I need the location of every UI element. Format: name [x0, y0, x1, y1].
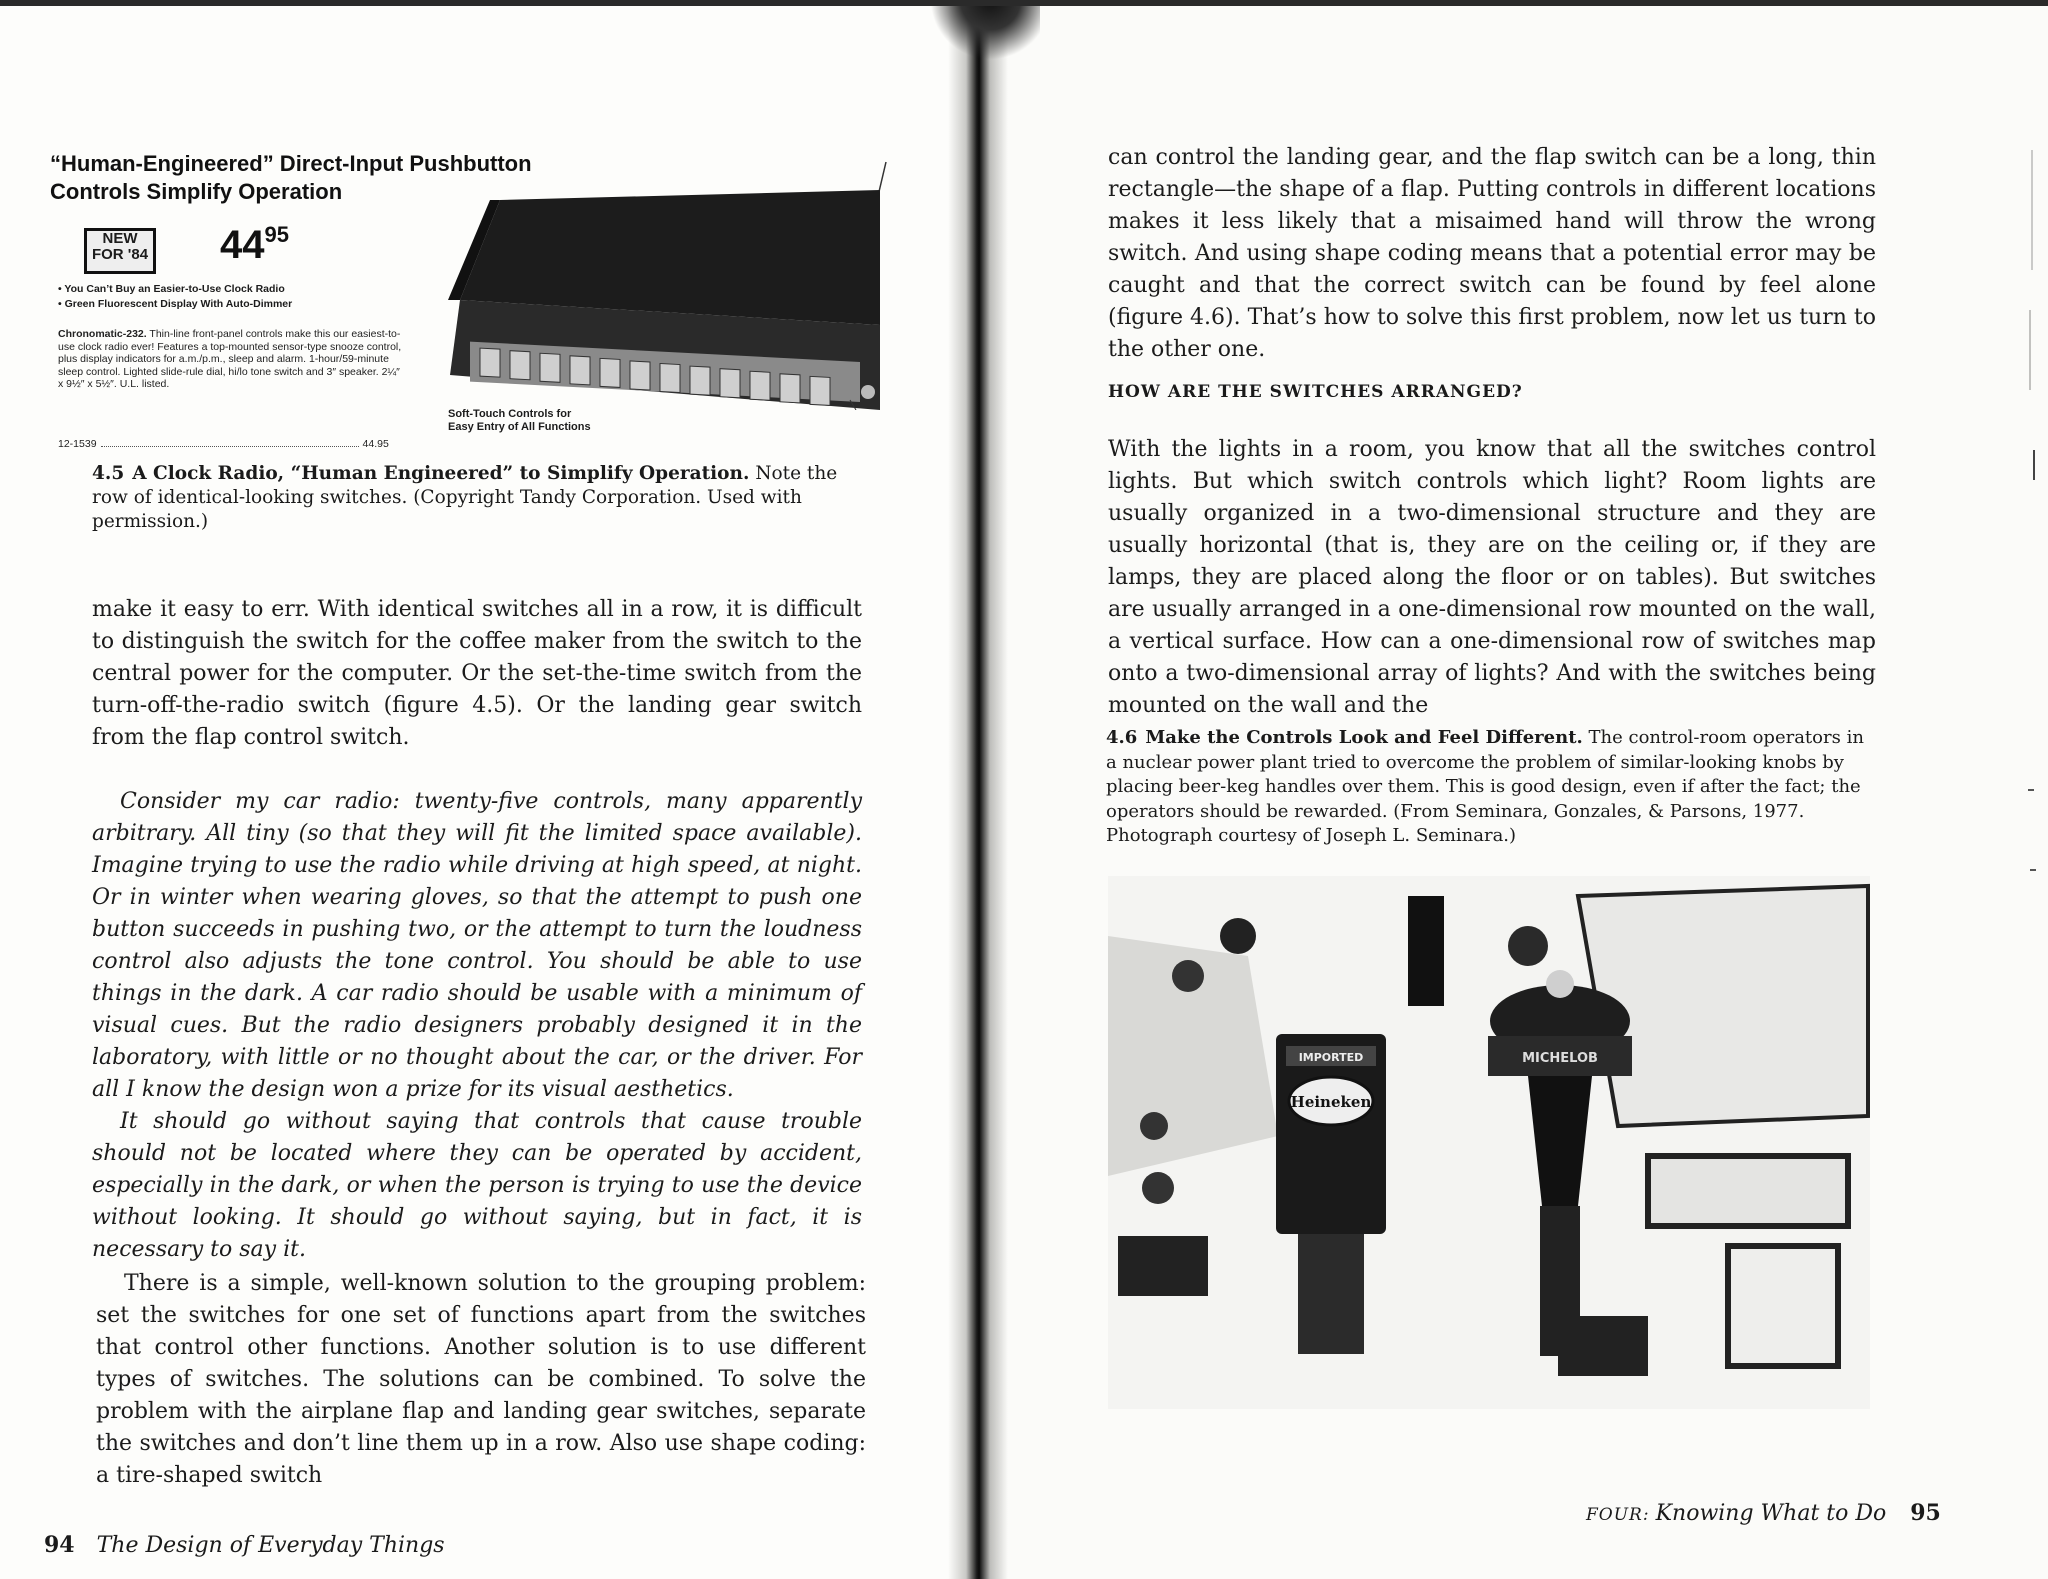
soft-touch-callout	[448, 408, 678, 434]
ad-sku-line	[58, 438, 403, 450]
radio-button	[660, 364, 680, 393]
tap-knob-cap	[1546, 970, 1574, 998]
soft-touch-line2: Easy Entry of All Functions	[448, 421, 591, 433]
radio-button	[600, 358, 620, 387]
switch-handle	[1408, 896, 1444, 1006]
figure-4-6-caption	[1106, 726, 1874, 849]
right-page-footer	[1586, 1500, 1941, 1526]
price-cents: 95	[264, 222, 289, 247]
caption-number: 4.6	[1106, 727, 1138, 748]
heineken-label: Heineken	[1290, 1093, 1372, 1111]
knob	[1220, 918, 1256, 954]
radio-button	[780, 374, 800, 403]
figure-4-5-caption	[92, 462, 862, 534]
italic-paragraph: Consider my car radio: twenty-five controls, many apparently arbitrary. All tiny (so that they will fit the limited space available). Imagine trying to use the radio while driving at high speed, at night. Or in winter when wearing gloves, so that the attempt to push one button succeeds in pushing two, or the attempt to turn the loudness control also adjusts the tone control. You should be able to use things in the dark. A car radio should be usable with a minimum of visual cues. But the radio designers probably designed it in the laboratory, with little or no thought about the car, or the driver. For all I know the design won a prize for its visual aesthetics.	[92, 789, 862, 1102]
caption-text: Note the row of identical-looking switches. (Copyright Tandy Corporation. Used with permission.)	[92, 463, 838, 532]
caption-title: Make the Controls Look and Feel Different.	[1145, 727, 1583, 748]
tap-base	[1298, 1234, 1364, 1354]
radio-button	[810, 376, 830, 405]
leader-dots	[101, 446, 359, 447]
book-gutter	[948, 0, 1008, 1579]
nameplate	[1118, 1236, 1208, 1296]
chapter-label: FOUR:	[1586, 1505, 1650, 1525]
body-paragraph: make it easy to err. With identical switches all in a row, it is difficult to distinguish the switch for the coffee maker from the switch to the central power for the computer. Or the set-the-time switch from the turn-off-the-radio switch (figure 4.5). Or the landing gear switch from the flap control switch.	[92, 597, 862, 750]
radio-button	[480, 348, 500, 377]
badge-line1: NEW	[102, 230, 138, 247]
running-head: The Design of Everyday Things	[96, 1533, 445, 1558]
clock-radio-advertisement	[50, 150, 870, 450]
radio-button	[720, 369, 740, 398]
panel-label-frame	[1728, 1246, 1838, 1366]
clock-radio-illustration	[440, 160, 920, 410]
ad-bullet: • Green Fluorescent Display With Auto-Dimmer	[58, 297, 478, 312]
ad-price	[220, 222, 289, 268]
ad-headline-line2: Controls Simplify Operation	[50, 179, 343, 204]
italic-paragraph: It should go without saying that controls that cause trouble should not be located where they can be operated by accident, especially in the dark, or when the person is trying to use the device without looking. It should go without saying, but in fact, it is necessary to say it.	[92, 1109, 862, 1262]
price-dollars: 44	[220, 223, 265, 267]
knob	[1172, 960, 1204, 992]
caption-title: A Clock Radio, “Human Engineered” to Simplify Operation.	[132, 463, 750, 484]
knob	[1508, 926, 1548, 966]
badge-line2: FOR '84	[91, 246, 149, 263]
ad-sku: 12-1539	[58, 438, 97, 450]
caption-text: The control-room operators in a nuclear power plant tried to overcome the problem of similar-looking knobs by placing beer-keg handles over them. This is good design, even if after the fact; the operators should be rewarded. (From Seminara, Gonzales, & Parsons, 1977. Photograph courtesy of Joseph L. Seminara.)	[1106, 727, 1864, 846]
caption-number: 4.5	[92, 463, 125, 484]
left-page-footer	[44, 1532, 445, 1558]
running-head: Knowing What to Do	[1655, 1501, 1887, 1526]
page-number: 95	[1910, 1500, 1941, 1526]
radio-knob	[861, 385, 875, 399]
radio-button	[750, 371, 770, 400]
panel-label-frame	[1648, 1156, 1848, 1226]
michelob-label: MICHELOB	[1522, 1051, 1598, 1066]
ad-headline-line1: “Human-Engineered” Direct-Input Pushbutton	[50, 151, 532, 176]
ad-bullets	[58, 282, 478, 312]
gutter-curl	[930, 0, 1040, 60]
control-room-photo-art	[1108, 876, 1870, 1409]
body-paragraph: can control the landing gear, and the flap switch can be a long, thin rectangle—the shape of a flap. Putting controls in different locations makes it less likely that a misaimed hand will throw the wrong switch. And using shape coding means that a potential error may be caught and that the correct switch can be found by feel alone (figure 4.6). That’s how to solve this first problem, now let us turn to the other one.	[1108, 145, 1876, 362]
body-paragraph: There is a simple, well-known solution to the grouping problem: set the switches for one set of functions apart from the switches that control other functions. Another solution is to use different types of switches. The solutions can be combined. To solve the problem with the airplane flap and landing gear switches, separate the switches and don’t line them up in a row. Also use shape coding: a tire-shaped switch	[96, 1271, 866, 1488]
switch-stem	[1540, 1206, 1580, 1356]
radio-button	[630, 361, 650, 390]
radio-button	[570, 356, 590, 385]
radio-button	[690, 366, 710, 395]
ad-bullet: • You Can’t Buy an Easier-to-Use Clock Radio	[58, 282, 478, 297]
margin-scan-marks	[2020, 150, 2040, 1100]
ad-sku-price: 44.95	[362, 438, 389, 450]
ad-model: Chronomatic-232.	[58, 328, 147, 340]
top-edge-shadow	[0, 0, 2048, 6]
page-number: 94	[44, 1532, 75, 1558]
imported-label: IMPORTED	[1298, 1051, 1364, 1064]
knob	[1140, 1112, 1168, 1140]
radio-button	[510, 351, 530, 380]
radio-button	[540, 353, 560, 382]
section-heading: HOW ARE THE SWITCHES ARRANGED?	[1108, 382, 1523, 402]
control-room-photo	[1108, 876, 1870, 1409]
ad-description	[58, 328, 403, 391]
body-paragraph: With the lights in a room, you know that all the switches control lights. But which switch controls which light? Room lights are usually organized in a two-dimensional structure and they are usually horizontal (that is, they are on the ceiling or, if they are lamps, they are placed along the floor or on tables). But switches are usually arranged in a one-dimensional row mounted on the wall, a vertical surface. How can a one-dimensional row of switches map onto a two-dimensional array of lights? And with the switches being mounted on the wall and the	[1108, 437, 1876, 718]
new-badge	[84, 228, 156, 274]
ad-description-text: Thin-line front-panel controls make this our easiest-to-use clock radio ever! Features a top-mounted sensor-type snooze control, plus display indicators for a.m./p.m., sleep and alarm. 1-hour/59-minute sleep control. Lighted slide-rule dial, hi/lo tone switch and 3″ speaker. 2¼″ x 9½″ x 5½″. U.L. listed.	[58, 328, 402, 390]
soft-touch-line1: Soft-Touch Controls for	[448, 408, 572, 420]
knob	[1142, 1172, 1174, 1204]
